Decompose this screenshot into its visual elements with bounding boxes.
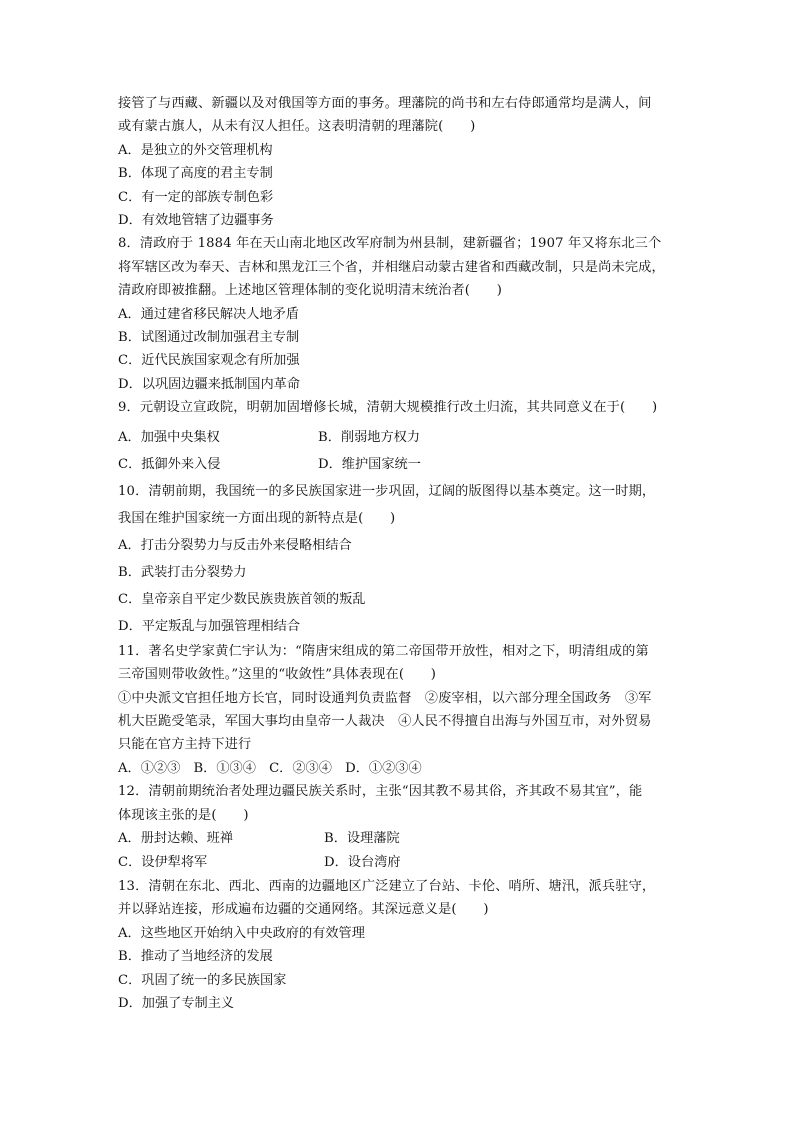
option-d: D．平定叛乱与加强管理相结合 [118,618,301,634]
question-text-line: 三帝国则带收敛性。”这里的“收敛性”具体表现在( ) [118,667,437,683]
option-row [118,851,678,875]
option-c: C．近代民族国家观念有所加强 [118,353,300,369]
option-d: D．维护国家统一 [318,456,421,472]
option-b: B．武装打击分裂势力 [118,564,247,580]
option-row [118,424,678,451]
option-d: D．设台湾府 [324,854,401,870]
option-row [118,827,678,851]
question-text-line: ①中央派文官担任地方长官，同时设通判负责监督 ②废宰相，以六部分理全国政务 ③军 [118,690,652,706]
question-10 [118,478,678,640]
question-9 [118,396,678,477]
question-text-line: 或有蒙古旗人，从未有汉人担任。这表明清朝的理藩院( ) [118,119,476,135]
question-7 [118,92,678,232]
option-a: A．通过建省移民解决人地矛盾 [118,306,299,322]
option-b: B．试图通过改制加强君主专制 [118,330,300,346]
option-a: A．这些地区开始纳入中央政府的有效管理 [118,925,365,941]
option-c: C．设伊犁将军 [118,854,208,870]
option-c: C．巩固了统一的多民族国家 [118,972,287,988]
question-text-line: 9．元朝设立宣政院，明朝加固增修长城，清朝大规模推行改土归流，其共同意义在于( ) [118,400,658,416]
option-c: C．皇帝亲自平定少数民族贵族首领的叛乱 [118,591,366,607]
question-13 [118,875,678,1015]
option-d: D．以巩固边疆来抵制国内革命 [118,376,301,392]
question-text-line: 8．清政府于 1884 年在天山南北地区改军府制为州县制，建新疆省；1907 年又将东北三个 [118,236,662,252]
question-text-line: 体现该主张的是( ) [118,807,249,823]
question-text-line: 接管了与西藏、新疆以及对俄国等方面的事务。理藩院的尚书和左右侍郎通常均是满人，间 [118,96,652,111]
question-text-line: 只能在官方主持下进行 [118,737,252,753]
question-text-line: 清政府即被推翻。上述地区管理体制的变化说明清末统治者( ) [118,283,503,299]
option-a: A．打击分裂势力与反击外来侵略相结合 [118,537,352,553]
question-8 [118,232,678,396]
option-row: A．①②③ B．①③④ C．②③④ D．①②③④ [118,760,422,776]
option-b: B．体现了高度的君主专制 [118,166,273,182]
option-row [118,451,678,478]
option-c: C．有一定的部族专制色彩 [118,189,274,205]
question-text-line: 11．著名史学家黄仁宇认为：“隋唐宋组成的第二帝国带开放性，相对之下，明清组成的第 [118,643,649,659]
option-d: D．有效地管辖了边疆事务 [118,213,274,229]
option-b: B．设理藩院 [324,830,400,846]
question-text-line: 13．清朝在东北、西北、西南的边疆地区广泛建立了台站、卡伦、哨所、塘汛，派兵驻守， [118,878,656,894]
exam-page [118,92,678,1015]
option-c: C．抵御外来入侵 [118,456,221,472]
question-text-line: 10．清朝前期，我国统一的多民族国家进一步巩固，辽阔的版图得以基本奠定。这一时期， [118,483,656,499]
question-11 [118,640,678,780]
option-a: A．加强中央集权 [118,429,220,445]
option-b: B．削弱地方权力 [318,429,421,445]
option-b: B．推动了当地经济的发展 [118,949,273,965]
question-text-line: 将军辖区改为奉天、吉林和黑龙江三个省，并相继启动蒙古建省和西藏改制，只是尚未完成， [118,259,665,275]
option-d: D．加强了专制主义 [118,995,235,1011]
question-text-line: 机大臣跪受笔录，军国大事均由皇帝一人裁决 ④人民不得擅自出海与外国互市，对外贸易 [118,713,652,729]
option-a: A．是独立的外交管理机构 [118,142,273,158]
option-a: A．册封达赖、班禅 [118,830,234,846]
question-text-line: 并以驿站连接，形成遍布边疆的交通网络。其深远意义是( ) [118,902,489,918]
question-12 [118,780,678,875]
question-text-line: 12．清朝前期统治者处理边疆民族关系时，主张“因其教不易其俗，齐其政不易其宜”，能 [118,784,643,800]
question-text-line: 我国在维护国家统一方面出现的新特点是( ) [118,510,396,526]
